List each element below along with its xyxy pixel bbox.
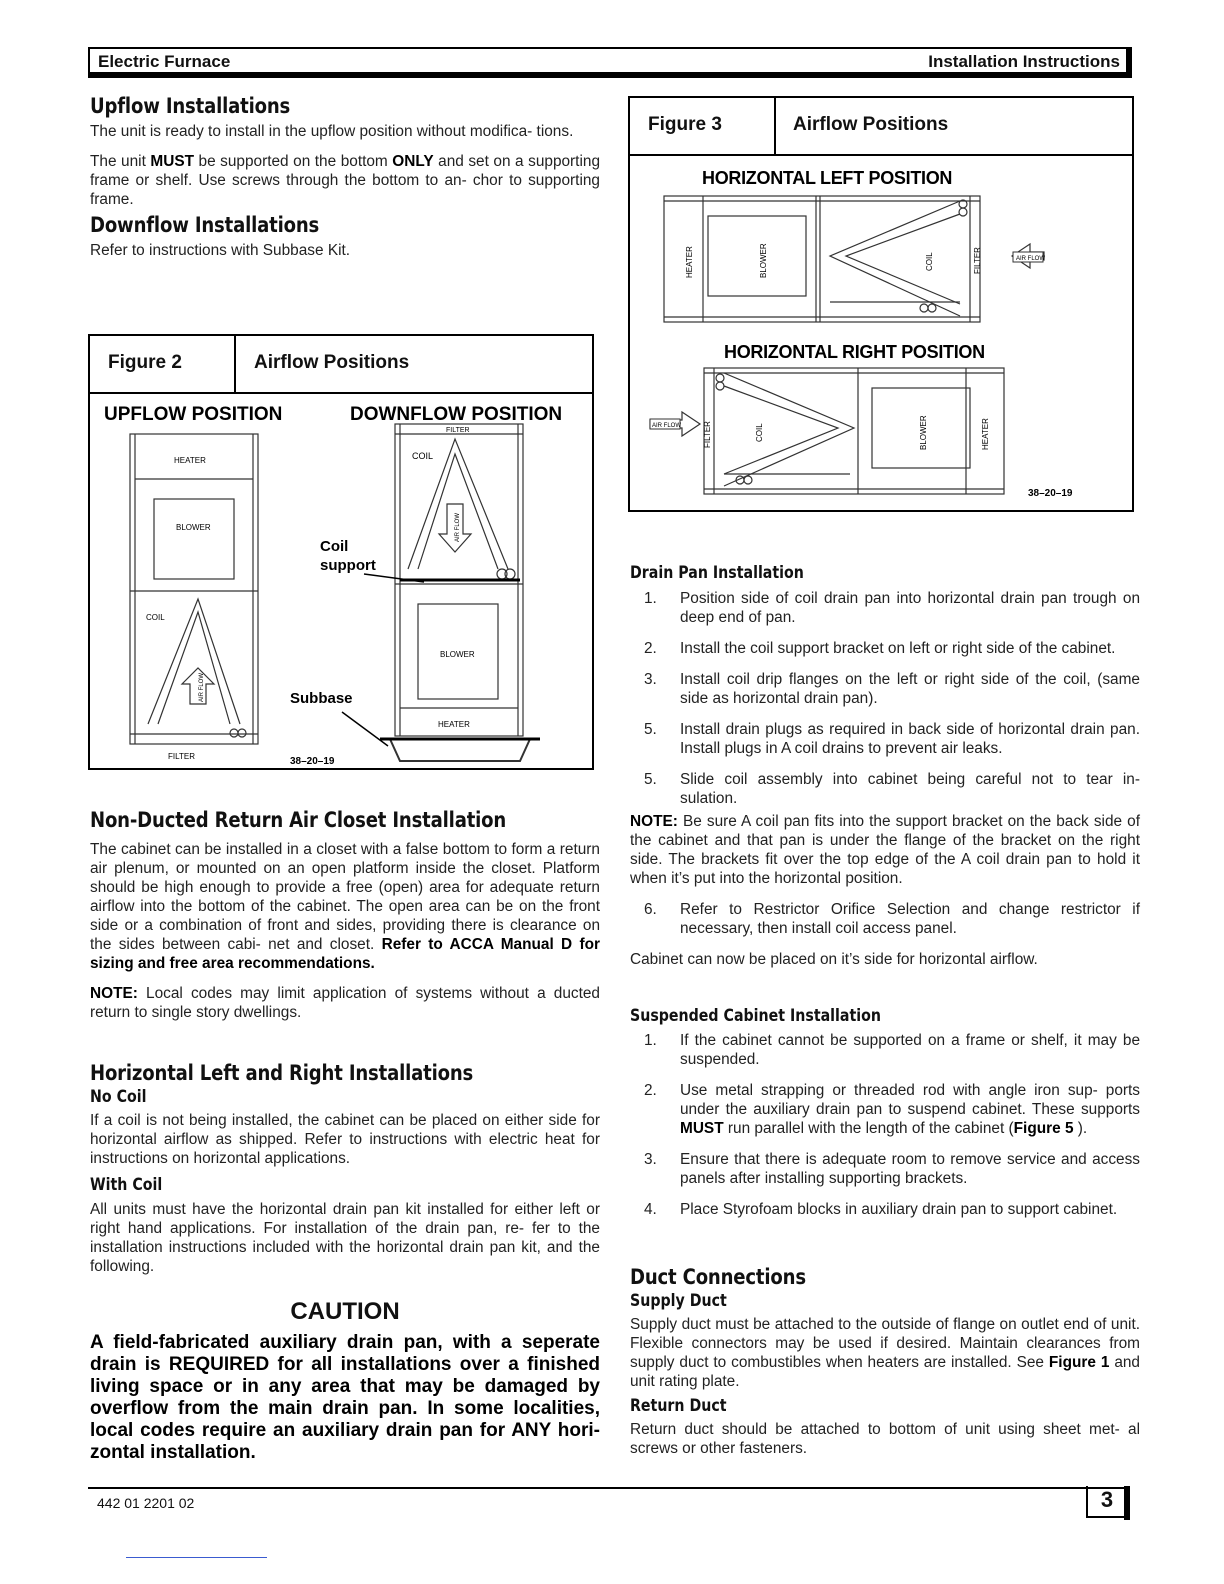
header-rule: [88, 72, 1132, 78]
footer-rule: [88, 1487, 1128, 1489]
link-underline: [126, 1557, 267, 1558]
list-item: 3. Ensure that there is adequate room to remove service and access panels after installing supporting brackets.: [644, 1151, 1140, 1187]
drainpan-title: Drain Pan Installation: [630, 563, 804, 582]
downflow-blower-label: BLOWER: [440, 650, 475, 659]
figure-2-code: 38–20–19: [290, 756, 335, 766]
return-title: Return Duct: [630, 1396, 727, 1415]
downflow-p1: Refer to instructions with Subbase Kit.: [90, 242, 351, 259]
right-coil-label: COIL: [755, 423, 764, 442]
page-number: 3: [1086, 1486, 1128, 1518]
downflow-airflow-label: AIR FLOW: [455, 512, 461, 542]
upflow-filter-label: FILTER: [168, 752, 195, 761]
figure-2-header: [90, 336, 592, 394]
header-rule-right: [1126, 47, 1132, 77]
suspended-list: [630, 1031, 1140, 1219]
upflow-section: [90, 94, 600, 260]
left-coil-label: COIL: [925, 252, 934, 271]
figure-2-title: Airflow Positions: [254, 352, 410, 373]
caution-text: A field-fabricated auxiliary drain pan, with a seperate drain is REQUIRED for all installations over a finished living space or in any area that may be damaged by overflow from the main drain pan. In some localities, local codes require an auxiliary drain pan for ANY hori- zontal installation.: [90, 1332, 600, 1463]
doc-number: 442 01 2201 02: [97, 1495, 195, 1511]
header-left: Electric Furnace: [98, 52, 231, 71]
coil-support-label-2: support: [320, 557, 376, 574]
suspended-title: Suspended Cabinet Installation: [630, 1006, 881, 1025]
drainpan-list: [630, 589, 1140, 808]
upflow-heater-label: HEATER: [174, 456, 206, 465]
header-right: Installation Instructions: [928, 52, 1120, 71]
downflow-filter-label: FILTER: [446, 427, 470, 434]
figure-3-title: Airflow Positions: [793, 114, 949, 135]
downflow-position-label: DOWNFLOW POSITION: [350, 404, 563, 425]
list-item: 2. Use metal strapping or threaded rod with angle iron sup- ports under the auxiliary drain pan to suspend cabinet. These supports MUST run parallel with the length of the cabinet (Figure 5 ).: [644, 1082, 1140, 1137]
horizontal-left-label: HORIZONTAL LEFT POSITION: [702, 168, 953, 188]
drainpan-section: [630, 563, 1140, 969]
list-item: 1. If the cabinet cannot be supported on a frame or shelf, it may be suspended.: [644, 1032, 1140, 1068]
figure-3-code: 38–20–19: [1028, 488, 1073, 499]
nonducted-note: NOTE: Local codes may limit application of systems without a ducted return to single story dwellings.: [90, 985, 600, 1021]
left-airflow-label: AIR FLOW: [1016, 256, 1046, 262]
nonducted-title: Non-Ducted Return Air Closet Installation: [90, 808, 507, 832]
nocoil-text: If a coil is not being installed, the cabinet can be placed on either side for horizontal airflow as shipped. Refer to instructions with electric heat for instructions on horizontal applications.: [90, 1112, 600, 1167]
nonducted-p1: The cabinet can be installed in a closet with a false bottom to form a return air plenum, or mounted on an open platform inside the closet. Platform should be high enough to provide a free (open) area for adequate return airflow into the bottom of the cabinet. The open area can be on the front side or a combination of front and sides, providing there is clearance on the sides between cabi- net and closet. Refer to ACCA Manual D for sizing and free area recommendations.: [90, 841, 600, 972]
suspended-section: [630, 1006, 1140, 1219]
horizontal-right-label: HORIZONTAL RIGHT POSITION: [724, 342, 985, 362]
list-item: 5. Slide coil assembly into cabinet being careful not to tear in- sulation.: [644, 771, 1140, 807]
right-blower-label: BLOWER: [919, 415, 928, 450]
upflow-blower-label: BLOWER: [176, 523, 211, 532]
list-item: 3. Install coil drip flanges on the left or right side of the coil, (same side as horizontal drain pan).: [644, 671, 1140, 707]
upflow-position-label: UPFLOW POSITION: [104, 404, 283, 425]
upflow-airflow-label: AIR FLOW: [199, 672, 205, 702]
list-item: 5. Install drain plugs as required in back side of horizontal drain pan. Install plugs in A coil drains to prevent air leaks.: [644, 721, 1140, 757]
list-item: 6. Refer to Restrictor Orifice Selection and change restrictor if necessary, then install coil access panel.: [644, 901, 1140, 937]
nocoil-title: No Coil: [90, 1087, 147, 1106]
list-item: 1. Position side of coil drain pan into horizontal drain pan trough on deep end of pan.: [644, 590, 1140, 626]
supply-title: Supply Duct: [630, 1291, 727, 1310]
coil-support-label: Coil: [320, 538, 349, 555]
upflow-title: Upflow Installations: [90, 94, 291, 118]
horizontal-section: [90, 1061, 600, 1276]
drainpan-note: NOTE: Be sure A coil pan fits into the support bracket on the back side of the cabinet and that pan is under the flange of the bracket on the right side. The brackets fit over the top edge of the A coil drain pan to hold it when it’s put into the horizontal position.: [630, 813, 1140, 887]
upflow-coil-label: COIL: [146, 613, 165, 622]
upflow-p1: The unit is ready to install in the upflow position without modifica- tions.: [90, 123, 574, 140]
upflow-p2: The unit MUST be supported on the bottom ONLY and set on a supporting frame or shelf. Use screws through the bottom to an- chor to supporting frame.: [90, 153, 600, 208]
withcoil-title: With Coil: [90, 1175, 163, 1194]
return-text: Return duct should be attached to bottom of unit using sheet met- al screws or other fasteners.: [630, 1421, 1140, 1457]
downflow-coil-label: COIL: [412, 451, 434, 461]
downflow-title: Downflow Installations: [90, 213, 320, 237]
left-blower-label: BLOWER: [759, 243, 768, 278]
left-heater-label: HEATER: [685, 246, 694, 278]
page-header: [88, 47, 1132, 74]
page-number-bar: [1124, 1486, 1130, 1520]
left-filter-label: FILTER: [973, 247, 982, 274]
right-airflow-label: AIR FLOW: [652, 423, 682, 429]
downflow-heater-label: HEATER: [438, 720, 470, 729]
horizontal-title: Horizontal Left and Right Installations: [90, 1061, 474, 1085]
figure-3-header: [630, 98, 1132, 156]
withcoil-text: All units must have the horizontal drain pan kit installed for either left or right hand applications. For installation of the drain pan, re- fer to the installation instructions included with the horizontal drain pan kit, and the following.: [90, 1201, 600, 1275]
figure-3-number: Figure 3: [648, 114, 722, 135]
list-item: 4. Place Styrofoam blocks in auxiliary drain pan to support cabinet.: [644, 1201, 1118, 1218]
right-filter-label: FILTER: [703, 421, 712, 448]
figure-2-number: Figure 2: [108, 352, 182, 373]
supply-text: Supply duct must be attached to the outside of flange on outlet end of unit. Flexible connectors may be used if desired. Maintain clearances from supply duct to combustibles when heaters are installed. See Figure 1 and unit rating plate.: [630, 1316, 1140, 1390]
figure-3-diagram: [630, 156, 1132, 508]
figure-3: [628, 96, 1134, 512]
caution-title: CAUTION: [290, 1298, 400, 1325]
drainpan-list-6: [630, 900, 1140, 938]
nonducted-section: [90, 808, 600, 1022]
duct-section: [630, 1265, 1140, 1458]
right-heater-label: HEATER: [981, 418, 990, 450]
figure-2: [88, 334, 594, 770]
caution-section: [90, 1298, 600, 1464]
subbase-label: Subbase: [290, 690, 353, 707]
drainpan-after: Cabinet can now be placed on it’s side for horizontal airflow.: [630, 951, 1038, 968]
figure-2-diagram: [90, 394, 592, 766]
duct-title: Duct Connections: [630, 1265, 806, 1289]
list-item: 2. Install the coil support bracket on left or right side of the cabinet.: [644, 640, 1116, 657]
